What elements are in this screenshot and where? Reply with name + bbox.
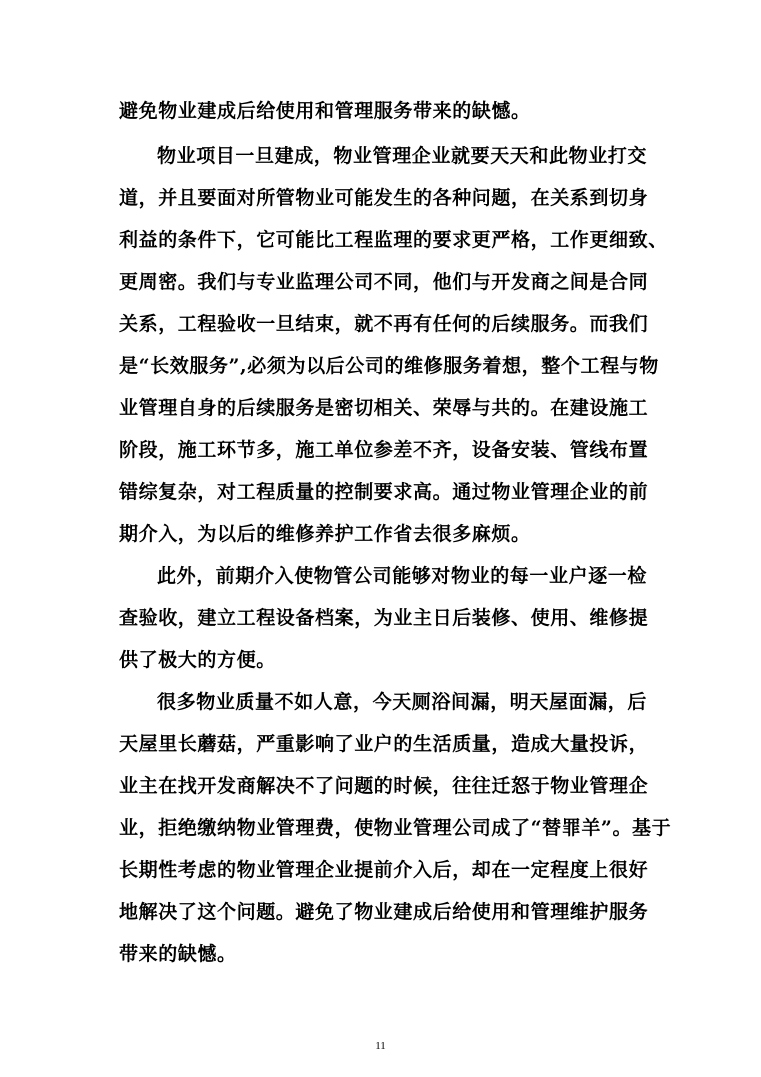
text-line: 期介入，为以后的维修养护工作省去很多麻烦。	[119, 523, 531, 545]
page-number: 11	[375, 1040, 386, 1052]
text-line: 地解决了这个问题。避免了物业建成后给使用和管理维护服务	[119, 901, 649, 923]
text-line: 阶段，施工环节多，施工单位参差不齐，设备安装、管线布置	[119, 439, 649, 461]
text-line: 长期性考虑的物业管理企业提前介入后，却在一定程度上很好	[119, 859, 649, 881]
text-line: 业管理自身的后续服务是密切相关、荣辱与共的。在建设施工	[119, 397, 649, 419]
text-line: 此外，前期介入使物管公司能够对物业的每一业户逐一检	[157, 565, 648, 587]
text-line: 供了极大的方便。	[119, 649, 276, 671]
text-line: 业，拒绝缴纳物业管理费，使物业管理公司成了“替罪羊”。基于	[119, 817, 672, 839]
text-line: 带来的缺憾。	[119, 943, 237, 965]
text-line: 物业项目一旦建成，物业管理企业就要天天和此物业打交	[157, 145, 648, 167]
text-line: 利益的条件下，它可能比工程监理的要求更严格，工作更细致、	[119, 229, 668, 251]
text-line: 很多物业质量不如人意，今天厕浴间漏，明天屋面漏，后	[157, 691, 648, 713]
text-line: 是“长效服务”,必须为以后公司的维修服务着想，整个工程与物	[119, 355, 659, 377]
text-line: 错综复杂，对工程质量的控制要求高。通过物业管理企业的前	[119, 481, 649, 503]
text-line: 更周密。我们与专业监理公司不同，他们与开发商之间是合同	[119, 271, 649, 293]
text-line: 天屋里长蘑菇，严重影响了业户的生活质量，造成大量投诉，	[119, 733, 649, 755]
text-line: 查验收，建立工程设备档案，为业主日后装修、使用、维修提	[119, 607, 649, 629]
text-line: 业主在找开发商解决不了问题的时候，往往迁怒于物业管理企	[119, 775, 649, 797]
text-line: 道，并且要面对所管物业可能发生的各种问题，在关系到切身	[119, 187, 649, 209]
text-line: 关系，工程验收一旦结束，就不再有任何的后续服务。而我们	[119, 313, 649, 335]
text-line: 避免物业建成后给使用和管理服务带来的缺憾。	[119, 100, 531, 122]
